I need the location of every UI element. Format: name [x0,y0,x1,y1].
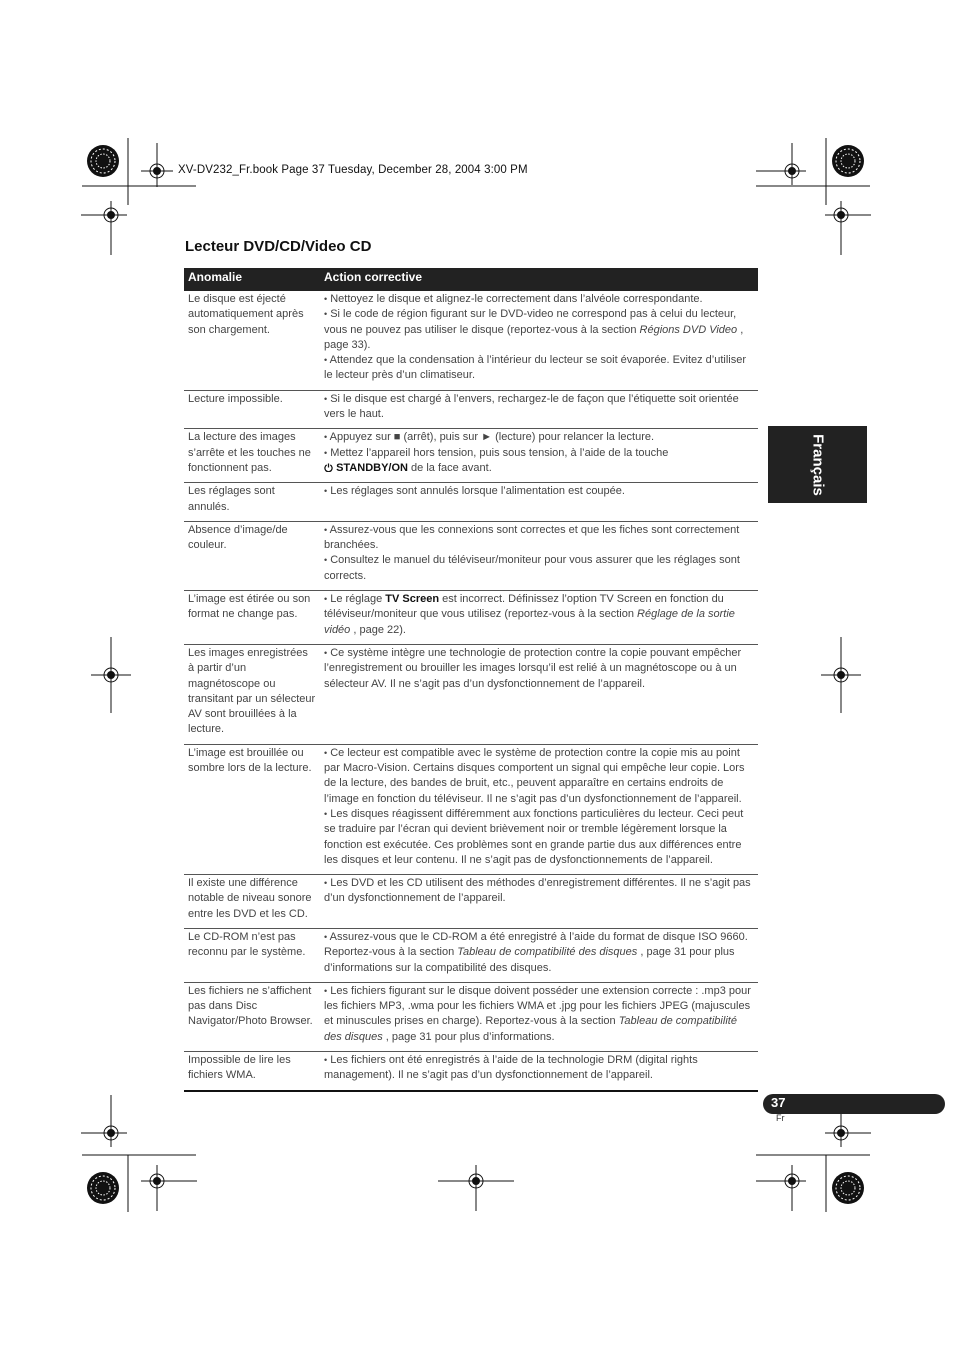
action-cell [320,291,758,390]
problem-cell: Les réglages sont annulés. [184,483,320,522]
action-item: • Les disques réagissent différemment aux fonctions particulières du lecteur. Ceci peut se traduire par l’écran qui devient brièvement noir or tremble légèrement lorsque la fonction est exécutée. Ces problèmes sont en grande partie dus aux différences entre les disques et leur contenu. Il ne s’agit pas de dysfonctionnements de l’appareil. [324,807,744,866]
language-side-tab-label: Français [809,433,826,496]
table-row [184,982,758,1051]
problem-cell: Il existe une différence notable de niveau sonore entre les DVD et les CD. [184,875,320,929]
problem-cell: Impossible de lire les fichiers WMA. [184,1052,320,1091]
problem-cell: La lecture des images s’arrête et les touches ne fonctionnent pas. [184,429,320,483]
action-item: • Attendez que la condensation à l’intérieur du lecteur se soit évaporée. Evitez d’utiliser le lecteur près d’un climatiseur. [324,354,747,382]
cross-reference: Réglage de la sortie vidéo [324,608,735,636]
action-cell [320,744,758,874]
page-language-code: Fr [776,1113,785,1123]
table-row [184,429,758,483]
cross-reference: Régions DVD Video [639,323,738,336]
cross-reference: Tableau de compatibilité des disques [457,946,638,959]
table-header-row [184,268,758,291]
action-item: • Les fichiers ont été enregistrés à l’aide de la technologie DRM (digital rights management). Il ne s’agit pas d’un dysfonctionnement de l’appareil. [324,1054,698,1082]
book-file-header: XV-DV232_Fr.book Page 37 Tuesday, December 28, 2004 3:00 PM [178,164,528,176]
action-cell [320,483,758,522]
action-cell [320,875,758,929]
action-item: • Consultez le manuel du téléviseur/moniteur pour vous assurer que les réglages sont corrects. [324,554,740,582]
cross-reference: Tableau de compatibilité des disques [324,1015,737,1043]
action-cell [320,982,758,1051]
table-row [184,521,758,590]
tv-screen-setting-label: TV Screen [385,593,440,606]
action-item: • Ce lecteur est compatible avec le système de protection contre la copie mis au point par Macro-Vision. Certains disques comportent un signal qui empêche leur copie. Lors de la lecture, des bandes de bruit, etc., peuvent apparaître en certains endroits de l’image en fonction du téléviseur. Il ne s’agit pas d’un dysfonctionnement de l’appareil. [324,746,745,805]
column-header-action: Action corrective [320,268,758,291]
standby-button-label: STANDBY/ON [336,461,408,474]
action-item: • Mettez l’appareil hors tension, puis sous tension, à l’aide de la touche STANDBY/ON de la face avant. [324,446,669,474]
action-item: • Ce système intègre une technologie de protection contre la copie pouvant empêcher l’enregistrement ou brouiller les images lorsqu’il est relié à un magnétoscope ou à un sélecteur AV. Il ne s’agit pas d’un dysfonctionnement de l’appareil. [324,646,742,690]
problem-cell: Le CD-ROM n’est pas reconnu par le système. [184,928,320,982]
table-row [184,875,758,929]
table-row [184,483,758,522]
table-row [184,1052,758,1091]
section-title: Lecteur DVD/CD/Video CD [185,238,372,255]
column-header-problem: Anomalie [184,268,320,291]
table-row [184,291,758,390]
action-item: • Appuyez sur ■ (arrêt), puis sur ► (lecture) pour relancer la lecture. [324,431,655,444]
problem-cell: Absence d’image/de couleur. [184,521,320,590]
action-cell [320,390,758,429]
action-cell [320,1052,758,1091]
table-row [184,644,758,744]
page-number-badge [763,1094,945,1114]
page-number: 37 [771,1095,786,1110]
table-row [184,390,758,429]
troubleshooting-table [184,268,758,1092]
table-row [184,928,758,982]
action-cell [320,928,758,982]
problem-cell: Les images enregistrées à partir d’un magnétoscope ou transitant par un sélecteur AV sont brouillées à la lecture. [184,644,320,744]
problem-cell: Les fichiers ne s’affichent pas dans Disc Navigator/Photo Browser. [184,982,320,1051]
problem-cell: Lecture impossible. [184,390,320,429]
table-row [184,591,758,645]
action-item: • Les fichiers figurant sur le disque doivent posséder une extension correcte : .mp3 pour les fichiers MP3, .wma pour les fichiers WMA et .jpg pour les fichiers JPEG (majuscules et minuscules prises en charge). Reportez-vous à la section Tableau de compatibilité des disques , page 31 pour plus d’informations. [324,984,751,1043]
table-row [184,744,758,874]
action-item: • Assurez-vous que le CD-ROM a été enregistré à l’aide du format de disque ISO 9660. Reportez-vous à la section Tableau de compatibilité des disques , page 31 pour plus d’informations sur la compatibilité des disques. [324,930,748,974]
power-icon [324,463,333,472]
action-item: • Nettoyez le disque et alignez-le correctement dans l’alvéole correspondante. [324,293,703,305]
language-side-tab [768,426,867,503]
action-cell [320,429,758,483]
action-item: • Les DVD et les CD utilisent des méthodes d’enregistrement différentes. Il ne s’agit pas d’un dysfonctionnement de l’appareil. [324,877,751,905]
action-cell [320,521,758,590]
action-item: • Les réglages sont annulés lorsque l’alimentation est coupée. [324,485,625,498]
action-item: • Le réglage TV Screen est incorrect. Définissez l’option TV Screen en fonction du téléviseur/moniteur que vous utilisez (reportez-vous à la section Réglage de la sortie vidéo , page 22). [324,593,735,636]
problem-cell: L’image est étirée ou son format ne change pas. [184,591,320,645]
action-cell [320,644,758,744]
action-item: • Assurez-vous que les connexions sont correctes et que les fiches sont correctement branchées. [324,523,740,552]
action-item: • Si le code de région figurant sur le DVD-video ne correspond pas à celui du lecteur, vous ne pouvez pas utiliser le disque (reportez-vous à la section Régions DVD Video , page 33). [324,308,744,351]
problem-cell: Le disque est éjecté automatiquement après son chargement. [184,291,320,390]
action-cell [320,591,758,645]
problem-cell: L’image est brouillée ou sombre lors de la lecture. [184,744,320,874]
action-item: • Si le disque est chargé à l’envers, rechargez-le de façon que l’étiquette soit orientée vers le haut. [324,392,739,421]
